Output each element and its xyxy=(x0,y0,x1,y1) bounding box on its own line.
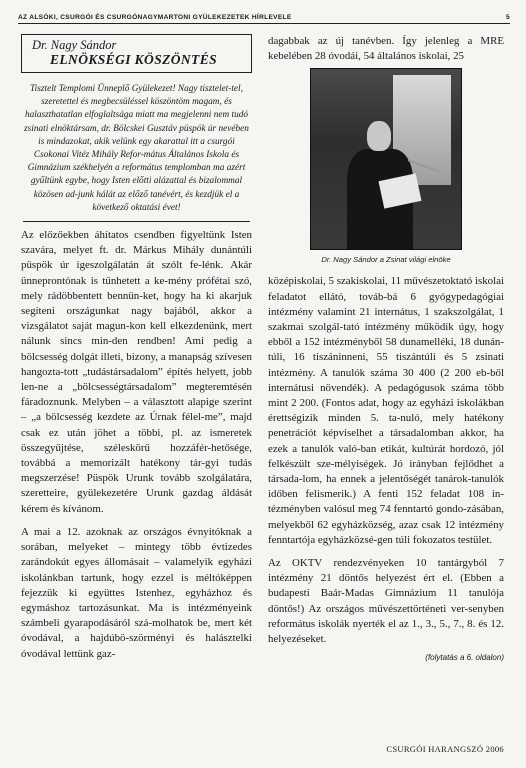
newsletter-title: AZ ALSÓKI, CSURGÓI ÉS CSURGÓNAGYMARTONI GYÜLEKEZETEK HÍRLEVELE xyxy=(18,14,292,21)
body-paragraph: dagabbak az új tanévben. Így jelenleg a MRE kebelében 28 óvodái, 54 általános iskolai, 25 xyxy=(268,35,504,63)
running-header xyxy=(18,6,510,24)
publication-footer: CSURGÓI HARANGSZÓ 2006 xyxy=(386,744,504,754)
continued-note: (folytatás a 6. oldalon) xyxy=(425,653,504,663)
photo-caption: Dr. Nagy Sándor a Zsinat világi elnöke xyxy=(321,255,451,265)
left-column xyxy=(21,34,252,662)
body-paragraph: Az előzőekben áhítatos csendben figyeltünk Isten szavára, melyet ft. dr. Márkus Mihály dunántúli püspök úr igeszolgálatán át szólt fe-lénk. Akár ünneprontónak is tűnhetett a ke-mény prófétai szó, mely rádöbbentett bennün-ket, hogy ha ki akarjuk segíteni országunkat nagy bajából, akkor a vizsgálatot saját magun-kon kell elkezdenünk, mert nálunk sincs min-den rendben! Ami pedig a bölcsesség dolgát illeti, bizony, a manapság szívesen hangozta-tott „tudástársadalom” építés helyett, jobb len-ne a „bölcsességtársadalom” megteremtésén fáradoznunk. Melyben – a választott alapige szerint – „a bölcsesség kezdete az Úrnak félel-me”, majd csak ez után jöhet a többi, pl. az ismeretek összegyűjtése, széleskörű hozzáfér-hetősége, továbbá a memorizált hatékony tár-gyi tudás megszerzése! Püspök Urunk tovább szolgálatára, szeretteire, gyülekezetére Urunk gazdag áldását kérem és kívánom. xyxy=(21,229,252,515)
article-author: Dr. Nagy Sándor xyxy=(32,38,117,52)
body-paragraph: Az OKTV rendezvényeken 10 tantárgyból 7 intézmény 21 döntős helyezést ért el. (Ebben a budapesti Baár-Madas Gimnázium 11 tanulója döntős!) Az országos művészettörténeti ver-senyben református iskolák nyerték el az 1., 3., 5., 7., 8. és 12. helyezéseket. xyxy=(268,557,504,646)
body-paragraph: A mai a 12. azoknak az országos évnyitóknak a sorában, melyeket – mintegy több évtizedes zarándokút egyes állomásait – valamelyik egyházi iskolánkban tartunk, hogy ezzel is méltóképpen fejezzük ki együttes Istenhez, egyházhoz és egymáshoz tartozásunkat. Ma is intézményeink számbeli gyarapodásáról szá-molhatok be, mert két óvodával, a hajdúbö-szörményi és halásztelki óvodával lettünk gaz- xyxy=(21,525,252,660)
page-number: 5 xyxy=(506,14,510,21)
article-title: ELNÖKSÉGI KÖSZÖNTÉS xyxy=(50,52,218,67)
greeting-text: Tisztelt Templomi Ünneplő Gyülekezet! Nagy tisztelet-tel, szeretettel és megbecsüléssel köszöntöm magam, és halaszthatatlan elfoglaltsága miatt ma megjelenni nem tudó zsinati elnöktársam, dr. Bölcskei Gusztáv püspök úr nevében is mindazokat, akik velünk egy akarattal itt a csurgói Csokonai Vitéz Mihály Refor-mátus Általános Iskola és Gimnázium székhelyén a református templomban ma azért gyűltünk egybe, hogy Isten előtti alázattal és bizalommal közösen ad-junk hálát az előző tanévért, és kezdjük el a következő oktatási évet! xyxy=(23,83,250,222)
speaker-photo xyxy=(310,68,462,250)
article-title-box xyxy=(21,34,252,73)
body-paragraph: középiskolai, 5 szakiskolai, 11 művészetoktató iskolai feladatot ellátó, továb-bá 6 gyógypedagógiai intézmény valamint 21 internátus, 1 szakszolgálat, 1 szakmai szolgál-tató intézmény működik úgy, hogy ebből a 152 intézményből 58 dunamelléki, 18 dunán-túli, 16 tiszáninneni, 55 tiszántúli és 5 zsinati intézmény. A tanulók száma 30 400 (2 200 eb-ből internátusi növendék). A pedagógusok száma több mint 2 200. (Fontos adat, hogy az egyházi iskolákban érettségizik minden 5. ta-nuló, mely hatékony penetrációt képviselhet a társadalomban akkor, ha ezek a tanulók való-ban etikát, kultúrát hordozó, jól felkészült sze-mélyiségek. Jó irányban fejlődhet a társada-lom, ha ennek a jelentőségét tanárok-tanulók időben felismerik.) A fenti 152 feladat 108 in-tézményben valósul meg 74 fenntartó gondo-zásában, melyekből 62 egyházközség, azaz csak 12 intézmény fenntartója egyházközsé-gen túli fokozatos testület. xyxy=(268,275,504,546)
right-column xyxy=(268,34,504,662)
